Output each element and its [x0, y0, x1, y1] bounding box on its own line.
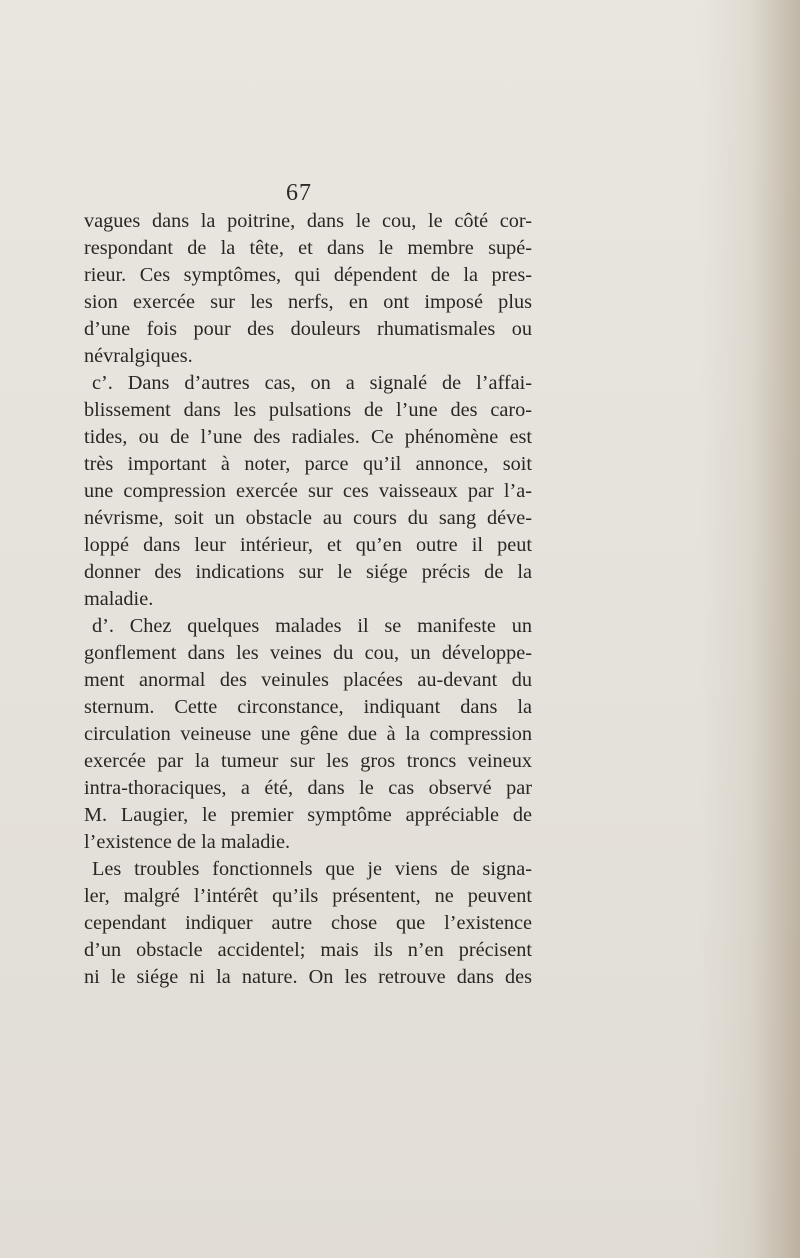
text-line: tides, ou de l’une des radiales. Ce phénomène est	[84, 426, 532, 448]
text-line: sternum. Cette circonstance, indiquant dans la	[84, 696, 532, 718]
text-line: M. Laugier, le premier symptôme appréciable de	[84, 804, 532, 826]
text-line: blissement dans les pulsations de l’une des caro-	[84, 399, 532, 421]
text-line: intra-thoraciques, a été, dans le cas observé par	[84, 777, 532, 799]
text-line: ment anormal des veinules placées au-devant du	[84, 669, 532, 691]
text-line: une compression exercée sur ces vaisseaux par l’a-	[84, 480, 532, 502]
page-number: 67	[286, 180, 312, 206]
text-line: ni le siége ni la nature. On les retrouve dans des	[84, 966, 532, 988]
text-line: exercée par la tumeur sur les gros troncs veineux	[84, 750, 532, 772]
text-line: maladie.	[84, 588, 154, 610]
text-line: gonflement dans les veines du cou, un développe-	[84, 642, 532, 664]
text-line: loppé dans leur intérieur, et qu’en outre il peut	[84, 534, 532, 556]
text-line: respondant de la tête, et dans le membre supé-	[84, 237, 532, 259]
text-line: Les troubles fonctionnels que je viens de signa-	[92, 858, 532, 880]
text-line: vagues dans la poitrine, dans le cou, le côté cor-	[84, 210, 532, 232]
text-line: donner des indications sur le siége précis de la	[84, 561, 532, 583]
text-line: d’. Chez quelques malades il se manifeste un	[92, 615, 532, 637]
text-line: très important à noter, parce qu’il annonce, soit	[84, 453, 532, 475]
text-line: d’une fois pour des douleurs rhumatismales ou	[84, 318, 532, 340]
text-line: névralgiques.	[84, 345, 193, 367]
text-line: l’existence de la maladie.	[84, 831, 291, 853]
text-line: cependant indiquer autre chose que l’existence	[84, 912, 532, 934]
text-line: névrisme, soit un obstacle au cours du sang déve-	[84, 507, 532, 529]
text-line: ler, malgré l’intérêt qu’ils présentent, ne peuvent	[84, 885, 532, 907]
text-line: c’. Dans d’autres cas, on a signalé de l’affai-	[92, 372, 532, 394]
text-line: sion exercée sur les nerfs, en ont imposé plus	[84, 291, 532, 313]
body-text	[84, 208, 532, 991]
text-line: rieur. Ces symptômes, qui dépendent de la pres-	[84, 264, 532, 286]
text-line: d’un obstacle accidentel; mais ils n’en précisent	[84, 939, 532, 961]
text-line: circulation veineuse une gêne due à la compression	[84, 723, 532, 745]
